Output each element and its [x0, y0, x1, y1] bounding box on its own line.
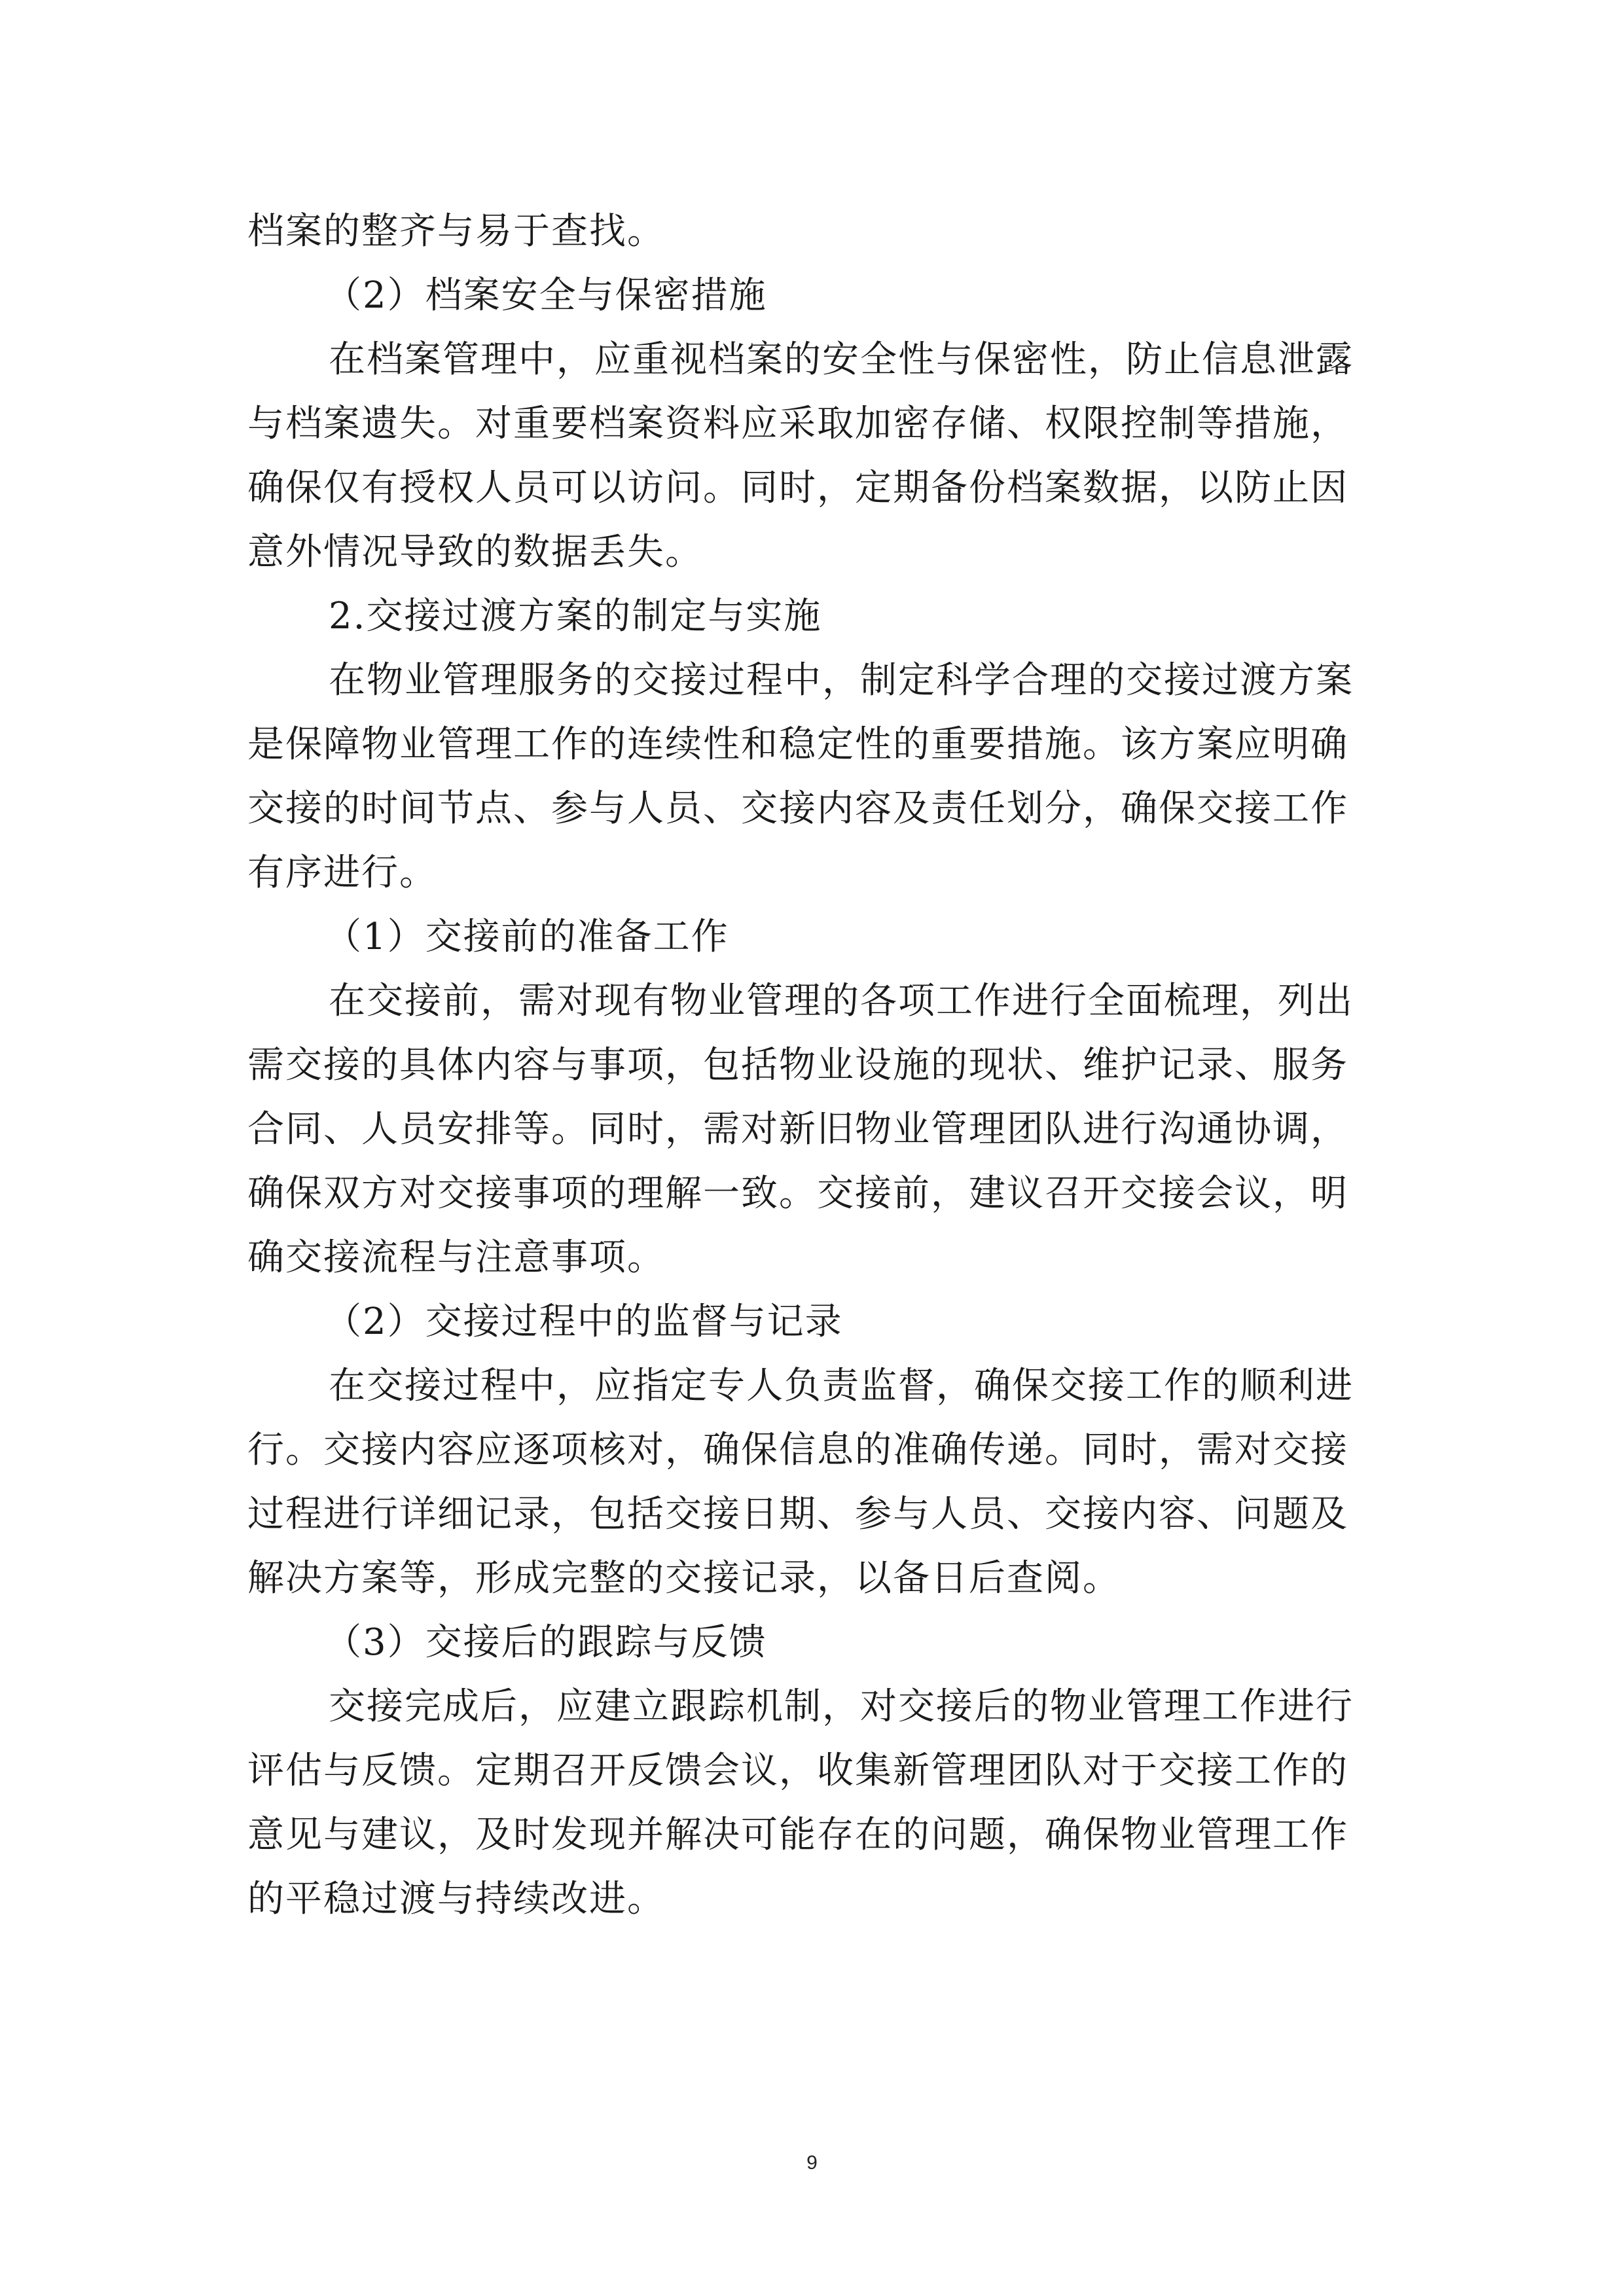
paragraph-line: 评估与反馈。定期召开反馈会议，收集新管理团队对于交接工作的 [247, 1749, 1348, 1792]
page-number: 9 [806, 2152, 818, 2174]
paragraph-line: 的平稳过渡与持续改进。 [247, 1878, 665, 1920]
paragraph-line: 在交接过程中，应指定专人负责监督，确保交接工作的顺利进 [329, 1365, 1354, 1407]
paragraph-line: 交接完成后，应建立跟踪机制，对交接后的物业管理工作进行 [329, 1685, 1354, 1728]
subsection-heading: （1）交接前的准备工作 [325, 916, 729, 958]
section-heading: 2.交接过渡方案的制定与实施 [329, 595, 822, 637]
paragraph-line: 过程进行详细记录，包括交接日期、参与人员、交接内容、问题及 [247, 1493, 1348, 1535]
paragraph-line: 有序进行。 [247, 852, 437, 894]
document-body [247, 200, 1367, 1931]
paragraph-line: 是保障物业管理工作的连续性和稳定性的重要措施。该方案应明确 [247, 723, 1348, 766]
paragraph-line: 档案的整齐与易于查找。 [247, 210, 665, 253]
paragraph-line: 在交接前，需对现有物业管理的各项工作进行全面梳理，列出 [329, 980, 1354, 1022]
paragraph-line: 意外情况导致的数据丢失。 [247, 531, 703, 573]
subsection-heading: （3）交接后的跟踪与反馈 [325, 1621, 767, 1664]
paragraph-line: 确交接流程与注意事项。 [247, 1236, 665, 1279]
paragraph-line: 意见与建议，及时发现并解决可能存在的问题，确保物业管理工作 [247, 1814, 1348, 1856]
paragraph-line: 在档案管理中，应重视档案的安全性与保密性，防止信息泄露 [329, 338, 1354, 381]
paragraph-line: 解决方案等，形成完整的交接记录，以备日后查阅。 [247, 1557, 1121, 1600]
paragraph-line: 行。交接内容应逐项核对，确保信息的准确传递。同时，需对交接 [247, 1429, 1348, 1471]
paragraph-line: 与档案遗失。对重要档案资料应采取加密存储、权限控制等措施， [247, 403, 1348, 445]
paragraph-line: 在物业管理服务的交接过程中，制定科学合理的交接过渡方案 [329, 659, 1354, 702]
paragraph-line: 合同、人员安排等。同时，需对新旧物业管理团队进行沟通协调， [247, 1108, 1348, 1151]
paragraph-line: 交接的时间节点、参与人员、交接内容及责任划分，确保交接工作 [247, 787, 1348, 830]
paragraph-line: 需交接的具体内容与事项，包括物业设施的现状、维护记录、服务 [247, 1044, 1348, 1086]
subsection-heading: （2）档案安全与保密措施 [325, 274, 767, 317]
paragraph-line: 确保双方对交接事项的理解一致。交接前，建议召开交接会议，明 [247, 1172, 1348, 1215]
subsection-heading: （2）交接过程中的监督与记录 [325, 1300, 843, 1343]
paragraph-line: 确保仅有授权人员可以访问。同时，定期备份档案数据，以防止因 [247, 467, 1348, 509]
